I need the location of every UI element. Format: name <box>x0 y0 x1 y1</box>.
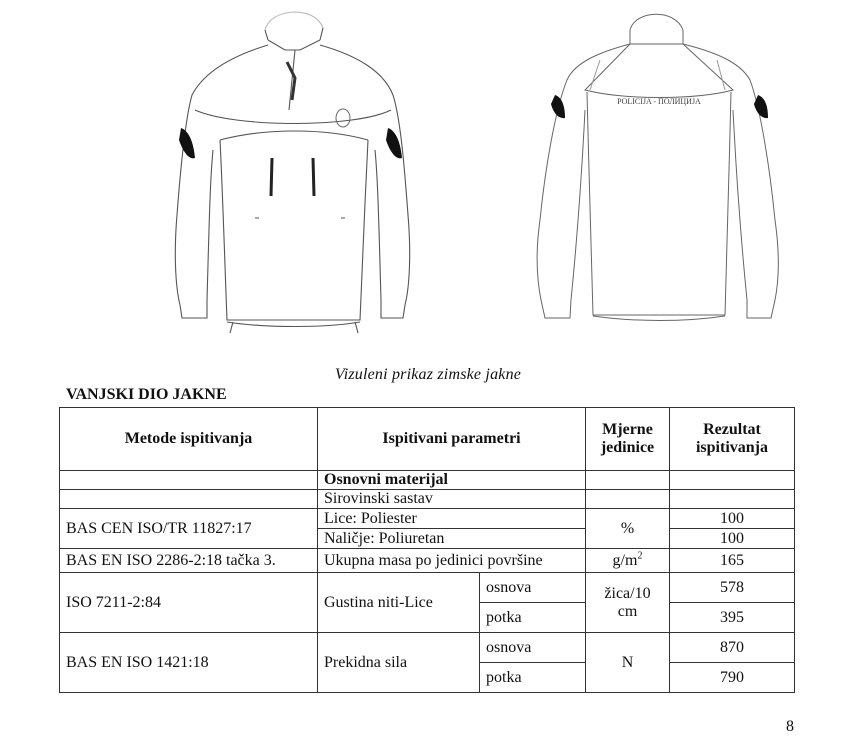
header-units-line1: Mjerne <box>602 421 653 438</box>
density-unit-line2: cm <box>617 602 638 620</box>
breaking-param: Prekidna sila <box>318 633 480 693</box>
header-row <box>60 408 795 471</box>
mass-value: 165 <box>670 549 795 573</box>
header-result <box>670 408 795 471</box>
breaking-weft-value: 790 <box>670 663 795 693</box>
composition-unit: % <box>586 509 670 549</box>
density-unit-line1: žica/10 <box>604 584 651 602</box>
empty-cell <box>586 490 670 509</box>
empty-cell <box>670 490 795 509</box>
breaking-unit: N <box>586 633 670 693</box>
header-methods: Metode ispitivanja <box>60 408 318 471</box>
empty-cell <box>670 471 795 490</box>
results-table <box>59 407 795 693</box>
header-result-line1: Rezultat <box>703 421 761 438</box>
empty-cell <box>60 471 318 490</box>
density-method: ISO 7211-2:84 <box>60 573 318 633</box>
density-warp-row <box>60 573 795 603</box>
section-title: VANJSKI DIO JAKNE <box>66 386 227 403</box>
back-print-text: POLICIJA - ПОЛИЦИЈА <box>617 97 701 106</box>
breaking-warp-row <box>60 633 795 663</box>
breaking-method: BAS EN ISO 1421:18 <box>60 633 318 693</box>
composition-method: BAS CEN ISO/TR 11827:17 <box>60 509 318 549</box>
figure-caption: Vizuleni prikaz zimske jakne <box>334 366 522 383</box>
page-number: 8 <box>786 718 794 735</box>
composition-label: Sirovinski sastav <box>318 490 586 509</box>
header-result-line2: ispitivanja <box>695 439 768 456</box>
composition-back: Naličje: Poliuretan <box>318 529 586 549</box>
mass-unit-base: g/m <box>612 551 638 569</box>
mass-unit-exp: 2 <box>637 550 643 562</box>
empty-cell <box>60 490 318 509</box>
empty-cell <box>586 471 670 490</box>
mass-row <box>60 549 795 573</box>
mass-method: BAS EN ISO 2286-2:18 tačka 3. <box>60 549 318 573</box>
density-weft-value: 395 <box>670 603 795 633</box>
composition-face-row <box>60 509 795 529</box>
breaking-weft-label: potka <box>480 663 586 693</box>
density-unit <box>586 573 670 633</box>
section-row <box>60 471 795 490</box>
jacket-front-drawing <box>165 0 425 350</box>
density-warp-value: 578 <box>670 573 795 603</box>
composition-face-value: 100 <box>670 509 795 529</box>
mass-param: Ukupna masa po jedinici površine <box>318 549 586 573</box>
header-units <box>586 408 670 471</box>
composition-face: Lice: Poliester <box>318 509 586 529</box>
jacket-figures <box>0 0 856 360</box>
density-param: Gustina niti-Lice <box>318 573 480 633</box>
mass-unit <box>586 549 670 573</box>
breaking-warp-value: 870 <box>670 633 795 663</box>
header-units-line2: jedinice <box>600 439 655 456</box>
density-weft-label: potka <box>480 603 586 633</box>
composition-label-row <box>60 490 795 509</box>
section-label: Osnovni materijal <box>318 471 586 490</box>
density-warp-label: osnova <box>480 573 586 603</box>
header-params: Ispitivani parametri <box>318 408 586 471</box>
composition-back-value: 100 <box>670 529 795 549</box>
jacket-back-drawing <box>525 0 795 340</box>
breaking-warp-label: osnova <box>480 633 586 663</box>
